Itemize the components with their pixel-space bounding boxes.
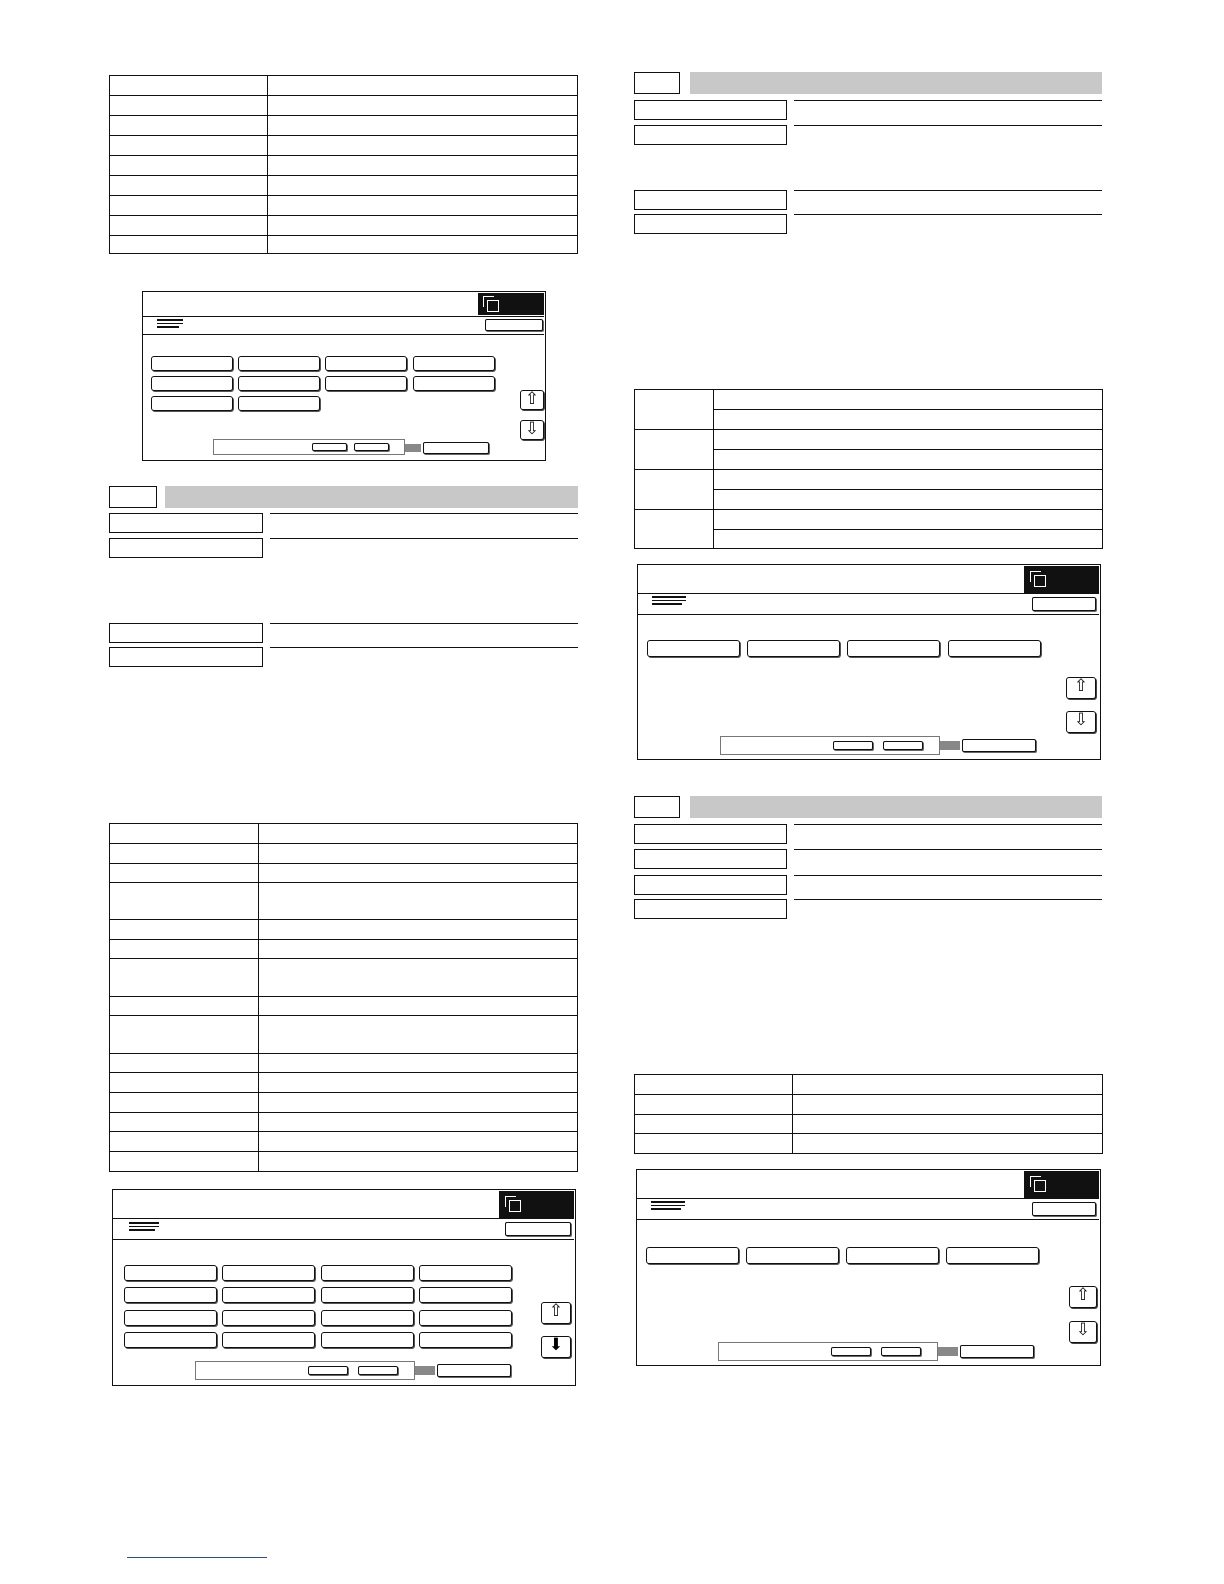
field-label-box xyxy=(109,513,263,533)
scroll-up-button[interactable]: ⇧ xyxy=(541,1302,571,1324)
table-cell xyxy=(268,96,578,116)
status-button[interactable] xyxy=(308,1366,348,1375)
table-cell xyxy=(268,196,578,216)
lcd-screen-4 xyxy=(636,1169,1101,1366)
status-button[interactable] xyxy=(358,1366,398,1375)
menu-button[interactable] xyxy=(222,1310,315,1326)
section-number-box xyxy=(634,72,680,94)
scroll-down-button[interactable]: ⇩ xyxy=(1066,711,1096,733)
table-cell xyxy=(110,96,268,116)
menu-button[interactable] xyxy=(321,1265,414,1281)
execute-button[interactable] xyxy=(423,442,489,454)
table-cell xyxy=(268,116,578,136)
menu-button[interactable] xyxy=(847,640,940,657)
field-label-box xyxy=(109,623,263,643)
table-cell xyxy=(268,176,578,196)
settings-table-4 xyxy=(634,1074,1103,1154)
field-label-box xyxy=(634,849,787,869)
table-cell xyxy=(110,236,268,254)
status-button[interactable] xyxy=(831,1347,871,1356)
menu-button[interactable] xyxy=(321,1332,414,1348)
table-cell xyxy=(110,136,268,156)
section-number-box xyxy=(109,486,157,508)
status-bar xyxy=(720,736,940,755)
copy-mode-icon xyxy=(1034,575,1046,587)
table-cell xyxy=(110,216,268,236)
menu-button[interactable] xyxy=(325,376,407,391)
table-cell xyxy=(268,156,578,176)
menu-button[interactable] xyxy=(948,640,1041,657)
menu-button[interactable] xyxy=(222,1265,315,1281)
scroll-up-button[interactable]: ⇧ xyxy=(1069,1286,1097,1308)
lcd-screen-3 xyxy=(637,564,1101,760)
table-cell xyxy=(110,76,268,96)
menu-button[interactable] xyxy=(325,356,407,371)
status-button[interactable] xyxy=(883,741,923,750)
back-button[interactable] xyxy=(1032,597,1096,611)
field-label-box xyxy=(634,875,787,895)
status-button[interactable] xyxy=(833,741,873,750)
copy-mode-badge xyxy=(1024,1171,1099,1198)
scroll-down-button[interactable]: ⬇ xyxy=(541,1336,571,1358)
menu-button[interactable] xyxy=(419,1332,512,1348)
scroll-down-button[interactable]: ⇩ xyxy=(1069,1321,1097,1343)
section-title-bar xyxy=(690,796,1102,818)
copy-mode-icon xyxy=(487,300,499,312)
table-cell xyxy=(110,156,268,176)
copy-mode-badge xyxy=(1024,566,1099,593)
scroll-down-button[interactable]: ⇩ xyxy=(520,420,544,440)
menu-button[interactable] xyxy=(419,1310,512,1326)
table-cell xyxy=(268,236,578,254)
field-label-box xyxy=(109,538,263,558)
field-label-box xyxy=(634,125,787,145)
menu-button[interactable] xyxy=(151,376,233,391)
menu-button[interactable] xyxy=(238,376,320,391)
menu-button[interactable] xyxy=(647,640,740,657)
section-title-bar xyxy=(165,486,578,508)
menu-button[interactable] xyxy=(846,1247,939,1264)
status-button[interactable] xyxy=(312,443,347,451)
menu-button[interactable] xyxy=(321,1287,414,1303)
menu-button[interactable] xyxy=(747,640,840,657)
field-label-box xyxy=(109,647,263,667)
copy-mode-icon xyxy=(509,1200,521,1212)
menu-button[interactable] xyxy=(646,1247,739,1264)
menu-button[interactable] xyxy=(124,1310,217,1326)
menu-button[interactable] xyxy=(746,1247,839,1264)
status-bar xyxy=(213,439,405,455)
field-label-box xyxy=(634,100,787,120)
status-bar xyxy=(195,1361,415,1380)
scroll-up-button[interactable]: ⇧ xyxy=(520,390,544,410)
menu-lines-icon xyxy=(129,1222,159,1233)
menu-button[interactable] xyxy=(321,1310,414,1326)
settings-table-1 xyxy=(109,75,578,254)
menu-lines-icon xyxy=(652,596,686,607)
copy-mode-icon xyxy=(1034,1180,1046,1192)
section-title-bar xyxy=(690,72,1102,94)
field-label-box xyxy=(634,824,787,844)
footer-link-line xyxy=(127,1557,267,1558)
menu-button[interactable] xyxy=(946,1247,1039,1264)
lcd-screen-1 xyxy=(142,291,546,461)
field-label-box xyxy=(634,190,787,210)
menu-button[interactable] xyxy=(124,1287,217,1303)
menu-button[interactable] xyxy=(413,356,495,371)
field-label-box xyxy=(634,899,787,919)
copy-mode-badge xyxy=(499,1191,574,1218)
execute-button[interactable] xyxy=(962,739,1036,752)
table-cell xyxy=(110,176,268,196)
back-button[interactable] xyxy=(505,1222,571,1236)
menu-button[interactable] xyxy=(222,1287,315,1303)
menu-button[interactable] xyxy=(419,1265,512,1281)
table-cell xyxy=(110,196,268,216)
back-button[interactable] xyxy=(485,319,543,331)
table-cell xyxy=(110,116,268,136)
back-button[interactable] xyxy=(1032,1202,1096,1216)
menu-button[interactable] xyxy=(238,396,320,411)
table-cell xyxy=(268,136,578,156)
menu-button[interactable] xyxy=(124,1265,217,1281)
menu-button[interactable] xyxy=(151,396,233,411)
menu-button[interactable] xyxy=(222,1332,315,1348)
table-cell xyxy=(268,216,578,236)
menu-button[interactable] xyxy=(238,356,320,371)
field-label-box xyxy=(634,214,787,234)
menu-button[interactable] xyxy=(413,376,495,391)
status-button[interactable] xyxy=(881,1347,921,1356)
status-bar xyxy=(718,1342,938,1361)
settings-table-3 xyxy=(634,389,1103,549)
copy-mode-badge xyxy=(478,293,544,315)
scroll-up-button[interactable]: ⇧ xyxy=(1066,677,1096,699)
status-button[interactable] xyxy=(354,443,389,451)
lcd-screen-2 xyxy=(112,1189,576,1386)
menu-button[interactable] xyxy=(151,356,233,371)
settings-table-2 xyxy=(109,823,578,1172)
execute-button[interactable] xyxy=(960,1345,1034,1358)
menu-button[interactable] xyxy=(124,1332,217,1348)
menu-button[interactable] xyxy=(419,1287,512,1303)
menu-lines-icon xyxy=(157,319,183,330)
table-cell xyxy=(268,76,578,96)
section-number-box xyxy=(634,796,680,818)
execute-button[interactable] xyxy=(437,1364,511,1377)
menu-lines-icon xyxy=(651,1201,685,1212)
